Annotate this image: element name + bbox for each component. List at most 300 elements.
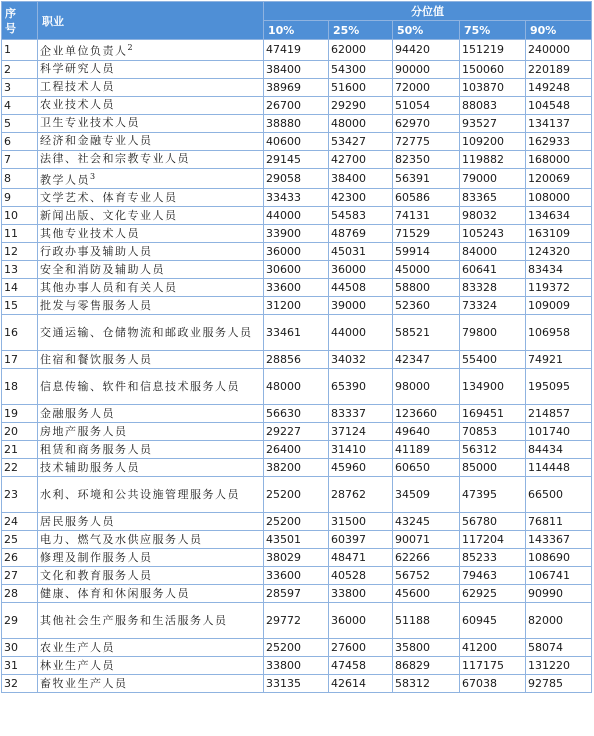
row-occupation bbox=[38, 189, 264, 207]
row-value-p25: 36000 bbox=[329, 261, 393, 279]
row-seq: 31 bbox=[2, 657, 38, 675]
occupation-name: 工程技术人员 bbox=[40, 80, 115, 94]
row-value-p50: 82350 bbox=[393, 150, 460, 168]
occupation-name: 农业生产人员 bbox=[40, 640, 115, 654]
row-seq: 28 bbox=[2, 585, 38, 603]
row-value-p75: 67038 bbox=[460, 675, 526, 693]
row-value-p25: 29290 bbox=[329, 96, 393, 114]
row-occupation bbox=[38, 96, 264, 114]
row-value-p10: 28856 bbox=[264, 351, 329, 369]
row-value-p25: 62000 bbox=[329, 40, 393, 61]
row-value-p10: 38880 bbox=[264, 114, 329, 132]
row-seq: 20 bbox=[2, 423, 38, 441]
table-row bbox=[2, 369, 592, 405]
row-value-p25: 48471 bbox=[329, 549, 393, 567]
row-value-p25: 42300 bbox=[329, 189, 393, 207]
row-value-p25: 48000 bbox=[329, 114, 393, 132]
row-value-p25: 31410 bbox=[329, 441, 393, 459]
table-row bbox=[2, 459, 592, 477]
row-value-p75: 150060 bbox=[460, 60, 526, 78]
table-row bbox=[2, 423, 592, 441]
row-value-p50: 35800 bbox=[393, 639, 460, 657]
row-value-p50: 52360 bbox=[393, 297, 460, 315]
row-seq: 17 bbox=[2, 351, 38, 369]
row-value-p50: 90000 bbox=[393, 60, 460, 78]
row-value-p90: 92785 bbox=[526, 675, 592, 693]
row-value-p25: 54300 bbox=[329, 60, 393, 78]
table-header bbox=[2, 2, 592, 40]
row-value-p10: 56630 bbox=[264, 405, 329, 423]
row-value-p50: 72000 bbox=[393, 78, 460, 96]
row-value-p75: 83365 bbox=[460, 189, 526, 207]
table-row bbox=[2, 315, 592, 351]
row-value-p50: 58312 bbox=[393, 675, 460, 693]
row-value-p50: 72775 bbox=[393, 132, 460, 150]
row-seq: 30 bbox=[2, 639, 38, 657]
row-value-p90: 109009 bbox=[526, 297, 592, 315]
row-value-p50: 56752 bbox=[393, 567, 460, 585]
row-value-p10: 25200 bbox=[264, 513, 329, 531]
row-value-p90: 163109 bbox=[526, 225, 592, 243]
row-value-p75: 103870 bbox=[460, 78, 526, 96]
row-value-p25: 38400 bbox=[329, 168, 393, 189]
row-occupation bbox=[38, 549, 264, 567]
row-value-p50: 86829 bbox=[393, 657, 460, 675]
row-value-p10: 33600 bbox=[264, 279, 329, 297]
row-value-p50: 51054 bbox=[393, 96, 460, 114]
header-p90: 90% bbox=[526, 21, 592, 40]
row-value-p90: 108690 bbox=[526, 549, 592, 567]
row-value-p75: 88083 bbox=[460, 96, 526, 114]
row-occupation bbox=[38, 279, 264, 297]
row-occupation bbox=[38, 567, 264, 585]
row-occupation bbox=[38, 369, 264, 405]
table-row bbox=[2, 168, 592, 189]
occupation-name: 文化和教育服务人员 bbox=[40, 568, 153, 582]
row-value-p90: 84434 bbox=[526, 441, 592, 459]
row-value-p75: 93527 bbox=[460, 114, 526, 132]
row-occupation bbox=[38, 261, 264, 279]
row-value-p75: 84000 bbox=[460, 243, 526, 261]
row-value-p90: 168000 bbox=[526, 150, 592, 168]
row-seq: 25 bbox=[2, 531, 38, 549]
row-occupation bbox=[38, 78, 264, 96]
occupation-name: 健康、体育和休闲服务人员 bbox=[40, 586, 190, 600]
row-occupation bbox=[38, 585, 264, 603]
table-row bbox=[2, 132, 592, 150]
table-row bbox=[2, 78, 592, 96]
row-value-p75: 41200 bbox=[460, 639, 526, 657]
row-value-p10: 38969 bbox=[264, 78, 329, 96]
table-row bbox=[2, 585, 592, 603]
row-value-p25: 45031 bbox=[329, 243, 393, 261]
header-seq-label: 序号 bbox=[5, 6, 16, 35]
row-value-p25: 27600 bbox=[329, 639, 393, 657]
occupation-name: 金融服务人员 bbox=[40, 406, 115, 420]
table-row bbox=[2, 150, 592, 168]
row-occupation bbox=[38, 243, 264, 261]
row-value-p50: 43245 bbox=[393, 513, 460, 531]
row-value-p10: 33135 bbox=[264, 675, 329, 693]
row-value-p50: 62970 bbox=[393, 114, 460, 132]
row-occupation bbox=[38, 657, 264, 675]
row-value-p25: 53427 bbox=[329, 132, 393, 150]
row-value-p75: 169451 bbox=[460, 405, 526, 423]
row-value-p50: 98000 bbox=[393, 369, 460, 405]
row-value-p25: 51600 bbox=[329, 78, 393, 96]
occupation-name: 修理及制作服务人员 bbox=[40, 550, 153, 564]
row-value-p90: 240000 bbox=[526, 40, 592, 61]
row-value-p50: 60586 bbox=[393, 189, 460, 207]
row-value-p10: 44000 bbox=[264, 207, 329, 225]
row-seq: 26 bbox=[2, 549, 38, 567]
row-value-p10: 26700 bbox=[264, 96, 329, 114]
row-value-p50: 90071 bbox=[393, 531, 460, 549]
row-value-p90: 82000 bbox=[526, 603, 592, 639]
row-value-p90: 120069 bbox=[526, 168, 592, 189]
row-seq: 4 bbox=[2, 96, 38, 114]
row-occupation bbox=[38, 639, 264, 657]
row-value-p10: 31200 bbox=[264, 297, 329, 315]
row-value-p10: 40600 bbox=[264, 132, 329, 150]
row-seq: 3 bbox=[2, 78, 38, 96]
header-p75: 75% bbox=[460, 21, 526, 40]
occupation-name: 信息传输、软件和信息技术服务人员 bbox=[40, 379, 240, 393]
row-occupation bbox=[38, 207, 264, 225]
row-occupation bbox=[38, 40, 264, 61]
row-value-p10: 29772 bbox=[264, 603, 329, 639]
row-seq: 1 bbox=[2, 40, 38, 61]
row-value-p75: 56780 bbox=[460, 513, 526, 531]
table-row bbox=[2, 531, 592, 549]
row-occupation bbox=[38, 477, 264, 513]
row-value-p75: 56312 bbox=[460, 441, 526, 459]
row-value-p75: 119882 bbox=[460, 150, 526, 168]
table-row bbox=[2, 96, 592, 114]
row-value-p25: 83337 bbox=[329, 405, 393, 423]
occupation-name: 电力、燃气及水供应服务人员 bbox=[40, 532, 203, 546]
row-value-p50: 49640 bbox=[393, 423, 460, 441]
row-value-p90: 106741 bbox=[526, 567, 592, 585]
row-seq: 11 bbox=[2, 225, 38, 243]
row-occupation bbox=[38, 114, 264, 132]
row-value-p10: 29145 bbox=[264, 150, 329, 168]
row-value-p90: 119372 bbox=[526, 279, 592, 297]
header-occupation: 职业 bbox=[38, 2, 264, 40]
salary-percentile-table bbox=[1, 1, 592, 693]
row-value-p75: 98032 bbox=[460, 207, 526, 225]
row-seq: 18 bbox=[2, 369, 38, 405]
row-occupation bbox=[38, 513, 264, 531]
occupation-name: 文学艺术、体育专业人员 bbox=[40, 190, 178, 204]
row-value-p90: 90990 bbox=[526, 585, 592, 603]
row-value-p50: 56391 bbox=[393, 168, 460, 189]
row-seq: 8 bbox=[2, 168, 38, 189]
table-row bbox=[2, 441, 592, 459]
row-value-p10: 29058 bbox=[264, 168, 329, 189]
header-p25: 25% bbox=[329, 21, 393, 40]
row-value-p75: 62925 bbox=[460, 585, 526, 603]
row-value-p75: 73324 bbox=[460, 297, 526, 315]
row-value-p50: 51188 bbox=[393, 603, 460, 639]
row-occupation bbox=[38, 60, 264, 78]
row-value-p10: 25200 bbox=[264, 639, 329, 657]
occupation-name: 居民服务人员 bbox=[40, 514, 115, 528]
row-value-p75: 105243 bbox=[460, 225, 526, 243]
row-occupation bbox=[38, 150, 264, 168]
row-value-p25: 31500 bbox=[329, 513, 393, 531]
row-value-p25: 36000 bbox=[329, 603, 393, 639]
row-seq: 5 bbox=[2, 114, 38, 132]
row-value-p75: 117175 bbox=[460, 657, 526, 675]
occupation-name: 技术辅助服务人员 bbox=[40, 460, 140, 474]
row-value-p10: 25200 bbox=[264, 477, 329, 513]
row-value-p10: 26400 bbox=[264, 441, 329, 459]
header-p10: 10% bbox=[264, 21, 329, 40]
table-row bbox=[2, 207, 592, 225]
row-value-p90: 220189 bbox=[526, 60, 592, 78]
row-value-p90: 101740 bbox=[526, 423, 592, 441]
row-value-p90: 162933 bbox=[526, 132, 592, 150]
header-p50: 50% bbox=[393, 21, 460, 40]
row-value-p25: 48769 bbox=[329, 225, 393, 243]
row-occupation bbox=[38, 315, 264, 351]
row-seq: 16 bbox=[2, 315, 38, 351]
row-occupation bbox=[38, 225, 264, 243]
table-row bbox=[2, 114, 592, 132]
row-value-p75: 85233 bbox=[460, 549, 526, 567]
row-occupation bbox=[38, 441, 264, 459]
table-row bbox=[2, 603, 592, 639]
row-value-p25: 40528 bbox=[329, 567, 393, 585]
row-seq: 6 bbox=[2, 132, 38, 150]
row-value-p10: 38200 bbox=[264, 459, 329, 477]
row-seq: 12 bbox=[2, 243, 38, 261]
row-occupation bbox=[38, 603, 264, 639]
row-value-p90: 58074 bbox=[526, 639, 592, 657]
occupation-name: 企业单位负责人 bbox=[40, 44, 128, 58]
occupation-name: 法律、社会和宗教专业人员 bbox=[40, 152, 190, 166]
row-seq: 24 bbox=[2, 513, 38, 531]
occupation-name: 批发与零售服务人员 bbox=[40, 298, 153, 312]
row-value-p90: 195095 bbox=[526, 369, 592, 405]
table-row bbox=[2, 351, 592, 369]
row-value-p75: 79463 bbox=[460, 567, 526, 585]
row-occupation bbox=[38, 405, 264, 423]
row-seq: 7 bbox=[2, 150, 38, 168]
row-seq: 2 bbox=[2, 60, 38, 78]
occupation-name: 经济和金融专业人员 bbox=[40, 134, 153, 148]
table-row bbox=[2, 60, 592, 78]
row-occupation bbox=[38, 459, 264, 477]
row-value-p50: 58800 bbox=[393, 279, 460, 297]
row-value-p10: 33800 bbox=[264, 657, 329, 675]
row-value-p75: 60945 bbox=[460, 603, 526, 639]
row-value-p90: 134634 bbox=[526, 207, 592, 225]
table-row bbox=[2, 405, 592, 423]
row-value-p25: 47458 bbox=[329, 657, 393, 675]
row-seq: 9 bbox=[2, 189, 38, 207]
occupation-name: 新闻出版、文化专业人员 bbox=[40, 208, 178, 222]
row-value-p25: 39000 bbox=[329, 297, 393, 315]
row-seq: 15 bbox=[2, 297, 38, 315]
header-percentile-group: 分位值 bbox=[264, 2, 592, 21]
header-seq bbox=[2, 2, 38, 40]
row-value-p90: 108000 bbox=[526, 189, 592, 207]
row-seq: 32 bbox=[2, 675, 38, 693]
row-value-p90: 214857 bbox=[526, 405, 592, 423]
row-value-p50: 58521 bbox=[393, 315, 460, 351]
row-value-p50: 74131 bbox=[393, 207, 460, 225]
row-value-p25: 44000 bbox=[329, 315, 393, 351]
occupation-name: 住宿和餐饮服务人员 bbox=[40, 352, 153, 366]
row-value-p90: 83434 bbox=[526, 261, 592, 279]
row-value-p90: 134137 bbox=[526, 114, 592, 132]
row-value-p10: 48000 bbox=[264, 369, 329, 405]
row-value-p75: 134900 bbox=[460, 369, 526, 405]
row-value-p90: 143367 bbox=[526, 531, 592, 549]
row-occupation bbox=[38, 297, 264, 315]
row-occupation bbox=[38, 531, 264, 549]
occupation-name: 林业生产人员 bbox=[40, 658, 115, 672]
occupation-name: 畜牧业生产人员 bbox=[40, 676, 128, 690]
row-value-p10: 33433 bbox=[264, 189, 329, 207]
row-occupation bbox=[38, 168, 264, 189]
row-seq: 29 bbox=[2, 603, 38, 639]
row-value-p75: 47395 bbox=[460, 477, 526, 513]
row-value-p10: 28597 bbox=[264, 585, 329, 603]
row-value-p10: 36000 bbox=[264, 243, 329, 261]
row-value-p10: 43501 bbox=[264, 531, 329, 549]
row-value-p25: 42614 bbox=[329, 675, 393, 693]
row-value-p90: 149248 bbox=[526, 78, 592, 96]
row-value-p25: 33800 bbox=[329, 585, 393, 603]
table-row bbox=[2, 567, 592, 585]
table-row bbox=[2, 261, 592, 279]
row-value-p10: 30600 bbox=[264, 261, 329, 279]
row-value-p10: 33900 bbox=[264, 225, 329, 243]
row-value-p75: 151219 bbox=[460, 40, 526, 61]
row-value-p50: 60650 bbox=[393, 459, 460, 477]
row-value-p50: 45000 bbox=[393, 261, 460, 279]
row-value-p10: 29227 bbox=[264, 423, 329, 441]
table-row bbox=[2, 657, 592, 675]
row-value-p90: 114448 bbox=[526, 459, 592, 477]
row-seq: 22 bbox=[2, 459, 38, 477]
footnote-marker: 3 bbox=[90, 171, 97, 181]
row-value-p75: 60641 bbox=[460, 261, 526, 279]
row-value-p90: 104548 bbox=[526, 96, 592, 114]
row-seq: 13 bbox=[2, 261, 38, 279]
row-value-p25: 42700 bbox=[329, 150, 393, 168]
row-value-p25: 44508 bbox=[329, 279, 393, 297]
row-occupation bbox=[38, 423, 264, 441]
row-value-p50: 123660 bbox=[393, 405, 460, 423]
row-value-p25: 54583 bbox=[329, 207, 393, 225]
occupation-name: 其他社会生产服务和生活服务人员 bbox=[40, 613, 228, 627]
occupation-name: 交通运输、仓储物流和邮政业服务人员 bbox=[40, 325, 253, 339]
row-value-p90: 74921 bbox=[526, 351, 592, 369]
table-row bbox=[2, 279, 592, 297]
occupation-name: 租赁和商务服务人员 bbox=[40, 442, 153, 456]
row-value-p25: 37124 bbox=[329, 423, 393, 441]
row-value-p90: 66500 bbox=[526, 477, 592, 513]
row-occupation bbox=[38, 351, 264, 369]
table-row bbox=[2, 639, 592, 657]
row-seq: 27 bbox=[2, 567, 38, 585]
row-value-p50: 59914 bbox=[393, 243, 460, 261]
row-seq: 23 bbox=[2, 477, 38, 513]
row-occupation bbox=[38, 675, 264, 693]
row-value-p75: 117204 bbox=[460, 531, 526, 549]
occupation-name: 农业技术人员 bbox=[40, 98, 115, 112]
table-body bbox=[2, 40, 592, 693]
table-row bbox=[2, 297, 592, 315]
occupation-name: 安全和消防及辅助人员 bbox=[40, 262, 165, 276]
table-row bbox=[2, 225, 592, 243]
occupation-name: 其他办事人员和有关人员 bbox=[40, 280, 178, 294]
table-row bbox=[2, 243, 592, 261]
row-value-p25: 45960 bbox=[329, 459, 393, 477]
row-seq: 10 bbox=[2, 207, 38, 225]
row-value-p10: 38400 bbox=[264, 60, 329, 78]
row-value-p90: 76811 bbox=[526, 513, 592, 531]
table-row bbox=[2, 189, 592, 207]
row-occupation bbox=[38, 132, 264, 150]
row-value-p75: 55400 bbox=[460, 351, 526, 369]
row-value-p75: 83328 bbox=[460, 279, 526, 297]
row-value-p75: 70853 bbox=[460, 423, 526, 441]
occupation-name: 其他专业技术人员 bbox=[40, 226, 140, 240]
row-value-p25: 34032 bbox=[329, 351, 393, 369]
row-value-p75: 79800 bbox=[460, 315, 526, 351]
row-seq: 19 bbox=[2, 405, 38, 423]
row-value-p50: 34509 bbox=[393, 477, 460, 513]
row-value-p25: 60397 bbox=[329, 531, 393, 549]
row-value-p75: 109200 bbox=[460, 132, 526, 150]
table-row bbox=[2, 477, 592, 513]
occupation-name: 房地产服务人员 bbox=[40, 424, 128, 438]
row-value-p90: 106958 bbox=[526, 315, 592, 351]
occupation-name: 行政办事及辅助人员 bbox=[40, 244, 153, 258]
table-row bbox=[2, 513, 592, 531]
row-value-p50: 94420 bbox=[393, 40, 460, 61]
occupation-name: 教学人员 bbox=[40, 173, 90, 187]
row-value-p90: 124320 bbox=[526, 243, 592, 261]
table-row bbox=[2, 675, 592, 693]
row-value-p50: 41189 bbox=[393, 441, 460, 459]
table-row bbox=[2, 40, 592, 61]
occupation-name: 卫生专业技术人员 bbox=[40, 116, 140, 130]
occupation-name: 科学研究人员 bbox=[40, 62, 115, 76]
row-value-p10: 47419 bbox=[264, 40, 329, 61]
row-value-p10: 38029 bbox=[264, 549, 329, 567]
row-value-p10: 33600 bbox=[264, 567, 329, 585]
footnote-marker: 2 bbox=[127, 43, 135, 52]
row-value-p10: 33461 bbox=[264, 315, 329, 351]
row-value-p50: 71529 bbox=[393, 225, 460, 243]
row-seq: 14 bbox=[2, 279, 38, 297]
row-value-p25: 65390 bbox=[329, 369, 393, 405]
row-value-p75: 85000 bbox=[460, 459, 526, 477]
row-seq: 21 bbox=[2, 441, 38, 459]
row-value-p50: 42347 bbox=[393, 351, 460, 369]
row-value-p50: 45600 bbox=[393, 585, 460, 603]
row-value-p50: 62266 bbox=[393, 549, 460, 567]
row-value-p75: 79000 bbox=[460, 168, 526, 189]
row-value-p25: 28762 bbox=[329, 477, 393, 513]
table-row bbox=[2, 549, 592, 567]
